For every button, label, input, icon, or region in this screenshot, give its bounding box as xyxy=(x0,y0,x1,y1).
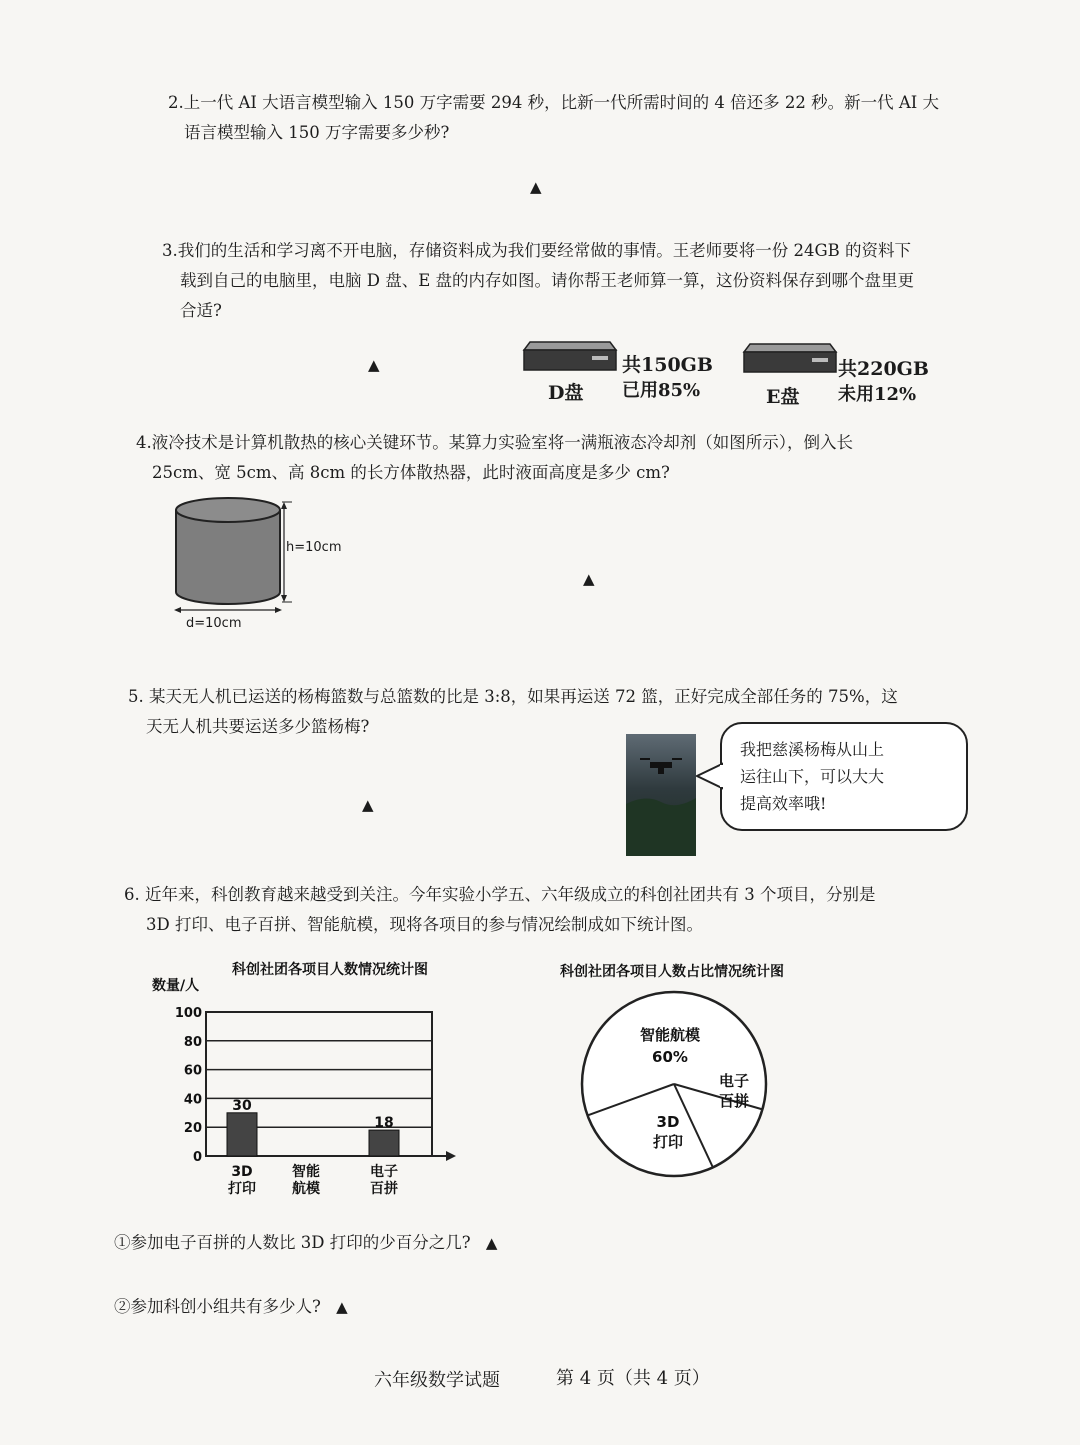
bar-chart-ytick-label: 60 xyxy=(183,1063,202,1079)
question-3 xyxy=(162,236,972,326)
question-4-line-2: 25cm、宽 5cm、高 8cm 的长方体散热器，此时液面高度是多少 cm? xyxy=(152,463,670,482)
bar-chart-ytick-label: 0 xyxy=(192,1150,202,1165)
question-4-line-1: 4.液冷技术是计算机散热的核心关键环节。某算力实验室将一满瓶液态冷却剂（如图所示），倒入长 xyxy=(136,433,853,452)
pie-chart-slice-label: 电子 xyxy=(718,1072,750,1090)
footer-page-number: 第 4 页（共 4 页） xyxy=(556,1368,710,1389)
answer-mark-q2: ▲ xyxy=(530,178,542,196)
pie-chart-slice-label: 打印 xyxy=(652,1133,684,1151)
bar-chart-title: 科创社团各项目人数情况统计图 xyxy=(232,962,428,978)
bar-chart-data-label: 30 xyxy=(232,1097,252,1114)
question-4 xyxy=(136,428,976,488)
answer-mark-q4: ▲ xyxy=(583,570,595,588)
question-2-line-2: 语言模型输入 150 万字需要多少秒? xyxy=(184,123,450,142)
answer-mark-q6-1: ▲ xyxy=(485,1234,498,1252)
disk-d-used: 已用85% xyxy=(622,380,701,401)
bar-chart-category-label: 智能 xyxy=(292,1164,320,1180)
question-6 xyxy=(124,880,974,940)
question-3-line-3: 合适? xyxy=(180,301,222,320)
speech-bubble xyxy=(720,722,968,831)
question-6-line-2: 3D 打印、电子百拼、智能航模，现将各项目的参与情况绘制成如下统计图。 xyxy=(146,915,703,934)
pie-chart xyxy=(540,952,810,1188)
cylinder-figure xyxy=(164,494,374,634)
bar-chart-bar xyxy=(227,1113,257,1156)
question-3-line-1: 3.我们的生活和学习离不开电脑，存储资料成为我们要经常做的事情。王老师要将一份 24GB 的资料下 xyxy=(162,241,912,260)
question-6-sub-2-text: ②参加科创小组共有多少人? xyxy=(114,1297,321,1316)
answer-mark-q6-2: ▲ xyxy=(336,1298,348,1316)
bar-chart-ytick-label: 80 xyxy=(183,1034,202,1050)
bar-chart-x-axis-arrow xyxy=(446,1151,456,1161)
bar-chart-category-label: 百拼 xyxy=(370,1181,398,1197)
cylinder-diameter-label: d=10cm xyxy=(186,616,242,631)
bar-chart-ytick-label: 20 xyxy=(183,1121,202,1137)
speech-bubble-line-1: 我把慈溪杨梅从山上 xyxy=(740,740,885,759)
disk-e-drive-icon xyxy=(742,336,838,376)
question-2-line-1: 2.上一代 AI 大语言模型输入 150 万字需要 294 秒，比新一代所需时间的 4 倍还多 22 秒。新一代 AI 大 xyxy=(168,93,940,112)
answer-mark-q5: ▲ xyxy=(362,796,374,814)
bar-chart-category-label: 航模 xyxy=(292,1181,320,1197)
answer-mark-q3: ▲ xyxy=(368,356,380,374)
pie-chart-slice-label: 60% xyxy=(652,1048,688,1066)
question-6-sub-1 xyxy=(114,1228,497,1258)
footer-title: 六年级数学试题 xyxy=(374,1370,500,1391)
pie-chart-title: 科创社团各项目人数占比情况统计图 xyxy=(560,964,784,980)
disk-d-drive-icon xyxy=(522,334,618,374)
disk-e-unused: 未用12% xyxy=(838,384,917,405)
question-3-line-2: 载到自己的电脑里，电脑 D 盘、E 盘的内存如图。请你帮王老师算一算，这份资料保存到哪个盘里更 xyxy=(180,271,915,290)
speech-bubble-line-3: 提高效率哦! xyxy=(740,794,827,813)
speech-bubble-line-2: 运往山下，可以大大 xyxy=(740,767,885,786)
drone-photo xyxy=(626,734,696,856)
question-5-line-2: 天无人机共要运送多少篮杨梅? xyxy=(146,717,370,736)
speech-bubble-tail xyxy=(696,762,724,792)
bar-chart-ytick-label: 100 xyxy=(174,1006,202,1021)
disk-e-total: 共220GB xyxy=(838,358,929,380)
bar-chart xyxy=(140,952,480,1214)
question-6-sub-2 xyxy=(114,1292,348,1322)
question-6-line-1: 6. 近年来，科创教育越来越受到关注。今年实验小学五、六年级成立的科创社团共有 3 个项目，分别是 xyxy=(124,885,876,904)
question-6-sub-1-text: ①参加电子百拼的人数比 3D 打印的少百分之几? xyxy=(114,1233,471,1252)
disk-d-total: 共150GB xyxy=(622,354,713,376)
bar-chart-bar xyxy=(369,1130,399,1156)
disk-d-label: D盘 xyxy=(548,382,584,404)
bar-chart-data-label: 18 xyxy=(374,1115,394,1132)
question-5-line-1: 5. 某天无人机已运送的杨梅篮数与总篮数的比是 3:8，如果再运送 72 篮，正好完成全部任务的 75%，这 xyxy=(128,687,898,706)
pie-chart-slice-label: 智能航模 xyxy=(639,1026,701,1044)
bar-chart-category-label: 3D xyxy=(231,1164,253,1180)
cylinder-height-label: h=10cm xyxy=(286,540,342,555)
disk-e-label: E盘 xyxy=(766,386,800,408)
pie-chart-slice-label: 百拼 xyxy=(718,1092,750,1110)
bar-chart-ytick-label: 40 xyxy=(183,1092,202,1108)
question-2 xyxy=(168,88,968,148)
bar-chart-category-label: 打印 xyxy=(228,1181,256,1197)
bar-chart-category-label: 电子 xyxy=(370,1164,398,1180)
bar-chart-ylabel: 数量/人 xyxy=(152,978,200,994)
pie-chart-slice-label: 3D xyxy=(656,1113,680,1131)
